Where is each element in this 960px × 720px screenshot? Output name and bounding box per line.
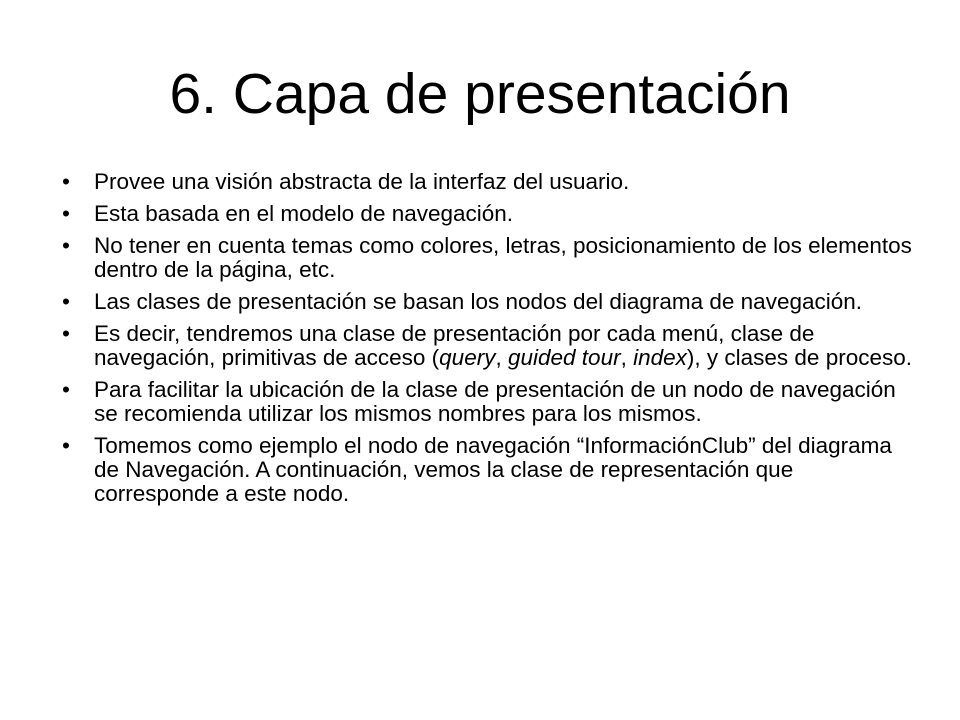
bullet-text-segment: Para facilitar la ubicación de la clase de presentación de un nodo de navegación se recomienda utilizar los mismos nombres para los mismos. (94, 377, 896, 426)
bullet-text-italic: guided tour (507, 345, 621, 370)
slide-title: 6. Capa de presentación (169, 62, 791, 126)
bullet-text-segment: ), y clases de proceso. (686, 345, 912, 370)
bullet-item (62, 170, 922, 194)
bullet-text-segment: Tomemos como ejemplo el nodo de navegación “InformaciónClub” del diagrama de Navegación. A continuación, vemos la clase de representación que corresponde a este nodo. (94, 433, 892, 506)
bullet-dot-icon: • (62, 433, 70, 458)
bullet-item (62, 202, 922, 226)
bullet-dot-icon: • (62, 377, 70, 402)
bullet-text-segment: No tener en cuenta temas como colores, letras, posicionamiento de los elementos dentro de la página, etc. (94, 233, 912, 282)
bullet-item (62, 322, 922, 370)
bullet-text (94, 169, 629, 194)
bullet-list (62, 170, 922, 514)
bullet-text (94, 377, 896, 426)
bullet-text-segment: , (620, 345, 634, 370)
bullet-text-italic: index (633, 345, 687, 370)
bullet-text (94, 233, 912, 282)
bullet-text-segment: , (495, 345, 508, 370)
bullet-text-segment: Las clases de presentación se basan los nodos del diagrama de navegación. (94, 289, 863, 314)
bullet-dot-icon: • (62, 169, 70, 194)
bullet-text (94, 201, 513, 226)
bullet-dot-icon: • (62, 233, 70, 258)
bullet-text-italic: query (439, 345, 496, 370)
bullet-text (94, 289, 862, 314)
bullet-dot-icon: • (62, 321, 70, 346)
bullet-item (62, 434, 922, 506)
bullet-item (62, 378, 922, 426)
bullet-text (94, 433, 892, 506)
bullet-text-segment: Provee una visión abstracta de la interfaz del usuario. (94, 169, 630, 194)
bullet-text-segment: Es decir, tendremos una clase de presentación por cada menú, clase de navegación, primitivas de acceso ( (94, 321, 815, 370)
bullet-dot-icon: • (62, 201, 70, 226)
bullet-item (62, 290, 922, 314)
bullet-text-segment: Esta basada en el modelo de navegación. (94, 201, 514, 226)
bullet-text (94, 321, 912, 370)
bullet-item (62, 234, 922, 282)
bullet-dot-icon: • (62, 289, 70, 314)
